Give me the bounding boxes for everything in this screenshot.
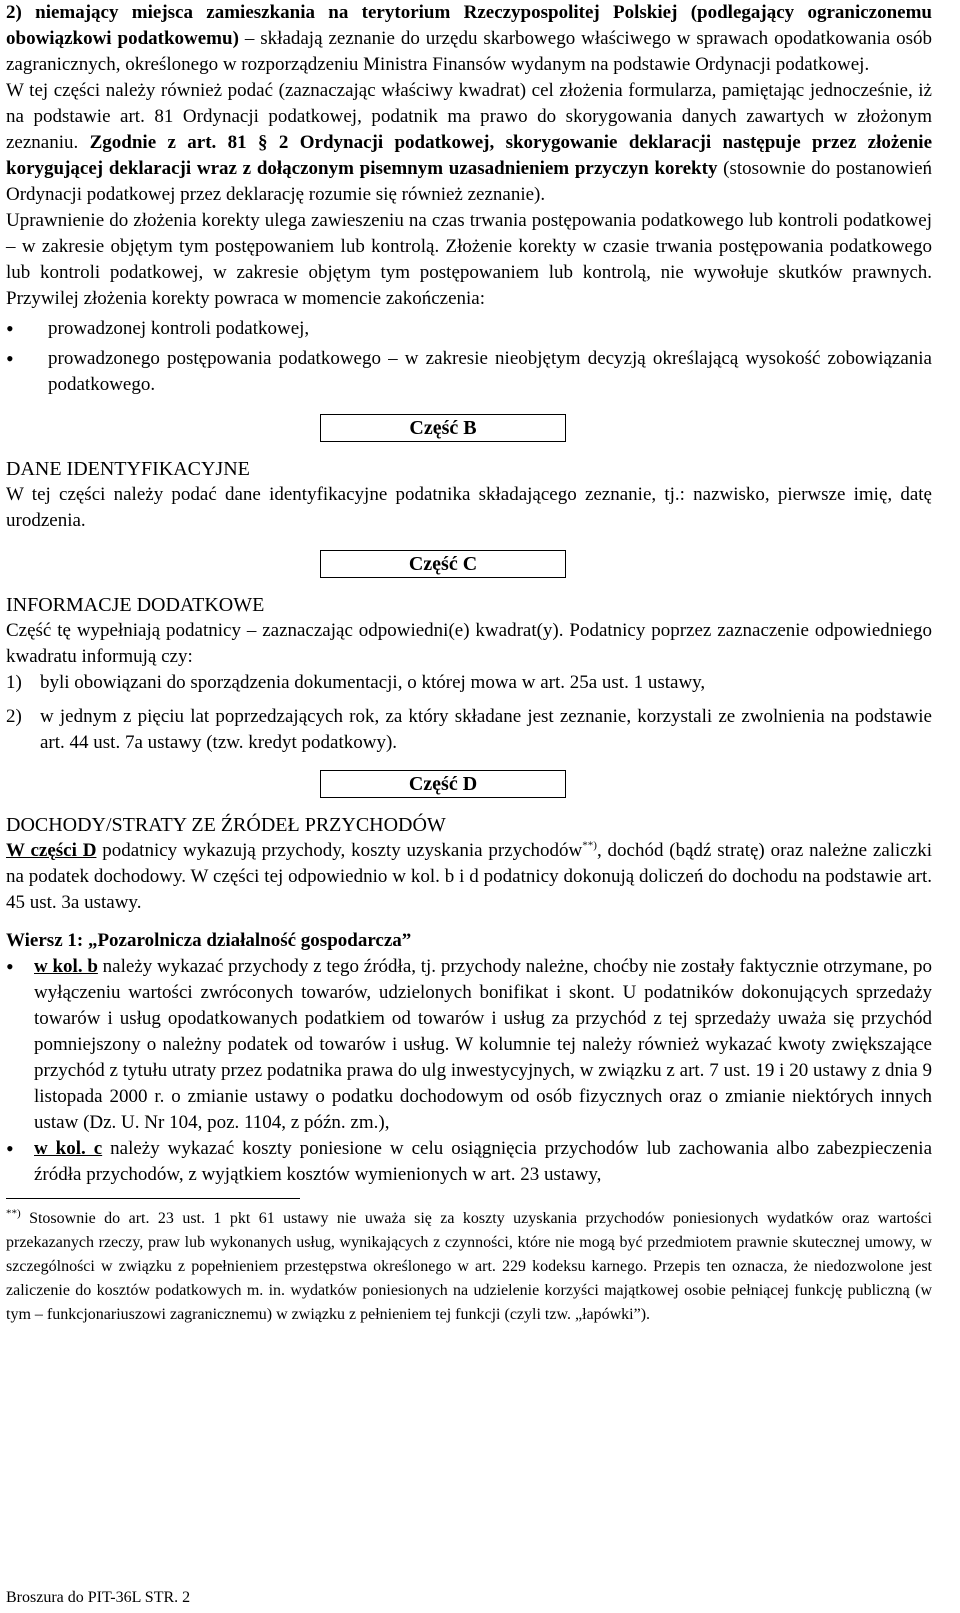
section-d-heading: DOCHODY/STRATY ZE ŹRÓDEŁ PRZYCHODÓW <box>6 814 446 836</box>
kol-b-text: należy wykazać przychody z tego źródła, tj. przychody należne, choćby nie zostały faktycznie otrzymane, po wyłączeniu wartości zwróconych towarów, udzielonych bonifikat i skont. U podatników dokonujących sprzedaży towarów i usług opodatkowanych podatkiem od towarów i usług za przychód z tej sprzedaży uważa się przychód pomniejszony o należny podatek od towarów i usług. W kolumnie tej należy również wykazać kwoty zwiększające przychód z tytułu utraty przez podatnika prawa do ulg inwestycyjnych, w związku z art. 7 ust. 19 i 20 ustawy z dnia 9 listopada 2000 r. o zmianie ustawy o podatku dochodowym od osób fizycznych oraz o zmianie niektórych innych ustaw (Dz. U. Nr 104, poz. 1104, z późn. zm.), <box>34 956 932 1133</box>
kol-c-label: w kol. c <box>34 1138 103 1159</box>
footnote-text: Stosownie do art. 23 ust. 1 pkt 61 ustawy nie uważa się za koszty uzyskania przychodów poniesionych wydatków oraz wartości przekazanych rzeczy, praw lub wykonanych usług, wynikających z czynności, które nie mogą być przedmiotem prawnie skutecznej umowy, w szczególności w związku z popełnieniem przestępstwa określonego w art. 229 kodeksu karnego. Przepis ten oznacza, że niedozwolone jest zaliczenie do kosztów podatkowych m. in. wydatków poniesionych na udzielenie korzyści majątkowej osobie pełniącej funkcję publiczną (w tym – funkcjonariuszowi zagranicznemu) w związku z pełnieniem tej funkcji (czyli tzw. „łapówki”). <box>6 1210 932 1323</box>
footnote-divider <box>6 1198 300 1199</box>
item-text: byli obowiązani do sporządzenia dokumentacji, o której mowa w art. 25a ust. 1 ustawy, <box>40 672 706 693</box>
document-page <box>6 0 932 1327</box>
bullet-item: • prowadzonej kontroli podatkowej, <box>6 316 932 342</box>
kol-b-label: w kol. b <box>34 956 98 977</box>
purpose-bold: Zgodnie z art. 81 § 2 Ordynacji podatkowej, skorygowanie deklaracji następuje przez złożenie korygującej deklaracji wraz z dołączonym pisemnym uzasadnieniem przyczyn korekty <box>6 132 932 179</box>
purpose-text-2: (stosownie do postanowień Ordynacji podatkowej przez deklarację rozumie się również zeznanie). <box>6 158 933 205</box>
section-b-text: W tej części należy podać dane identyfikacyjne podatnika składającego zeznanie, tj.: nazwisko, pierwsze imię, datę urodzenia. <box>6 484 932 531</box>
item-2-paragraph <box>6 0 932 78</box>
section-c-item-2 <box>6 704 932 756</box>
item-2-text: – składają zeznanie do urzędu skarbowego właściwego w sprawach opodatkowania osób zagranicznych, określonego w rozporządzeniu Ministra Finansów wydanym na podstawie Ordynacji podatkowej. <box>6 28 932 75</box>
section-d-lead-text-2: , dochód (bądź stratę) oraz należne zaliczki na podatek dochodowy. W części tej odpowiednio w kol. b i d podatnicy dokonują doliczeń do dochodu na podstawie art. 45 ust. 3a ustawy. <box>6 840 932 913</box>
purpose-text-1: W tej części należy również podać (zaznaczając właściwy kwadrat) cel złożenia formularza, pamiętając jednocześnie, iż na podstawie art. 81 Ordynacji podatkowej, podatnik ma prawo do skorygowania danych zawartych w złożonym zeznaniu. <box>6 80 932 153</box>
correction-paragraph: Uprawnienie do złożenia korekty ulega zawieszeniu na czas trwania postępowania podatkowego lub kontroli podatkowej – w zakresie objętym tym postępowaniem lub kontrolą. Złożenie korekty w czasie trwania postępowania podatkowego lub kontroli podatkowej, w zakresie objętym tym postępowaniem lub kontrolą, nie wywołuje skutków prawnych. Przywilej złożenia korekty powraca w momencie zakończenia: <box>6 210 932 309</box>
kol-c-bullet <box>6 1136 932 1188</box>
bullet-item: • prowadzonego postępowania podatkowego – w zakresie nieobjętym decyzją określającą wysokość zobowiązania podatkowego. <box>6 346 932 398</box>
item-number: 1) <box>6 672 22 693</box>
footnote <box>6 1207 932 1327</box>
section-d-box: Część D <box>320 770 566 798</box>
kol-b-bullet <box>6 954 932 1136</box>
section-b-box: Część B <box>320 414 566 442</box>
section-b-heading: DANE IDENTYFIKACYJNE <box>6 458 250 480</box>
section-c-item-1 <box>6 670 932 696</box>
footnote-mark: **) <box>6 1207 21 1220</box>
purpose-paragraph <box>6 78 932 208</box>
page-footer: Broszura do PIT-36L STR. 2 <box>6 1589 191 1606</box>
item-2-bold: 2) niemający miejsca zamieszkania na terytorium Rzeczypospolitej Polskiej (podlegający ograniczonemu obowiązkowi podatkowemu) <box>6 2 932 49</box>
item-number: 2) <box>6 706 22 727</box>
item-text: w jednym z pięciu lat poprzedzających rok, za który składane jest zeznanie, korzystali ze zwolnienia na podstawie art. 44 ust. 7a ustawy (tzw. kredyt podatkowy). <box>40 706 932 753</box>
section-c-text: Część tę wypełniają podatnicy – zaznaczając odpowiedni(e) kwadrat(y). Podatnicy poprzez zaznaczenie odpowiedniego kwadratu informują czy: <box>6 620 932 667</box>
row-1-heading: Wiersz 1: „Pozarolnicza działalność gospodarcza” <box>6 930 412 951</box>
section-d-lead-text-1: podatnicy wykazują przychody, koszty uzyskania przychodów <box>96 840 583 861</box>
section-d-lead-bold: W części D <box>6 840 97 861</box>
section-c-box: Część C <box>320 550 566 578</box>
footnote-ref: **) <box>582 839 597 852</box>
kol-c-text: należy wykazać koszty poniesione w celu osiągnięcia przychodów lub zachowania albo zabezpieczenia źródła przychodów, z wyjątkiem kosztów wymienionych w art. 23 ustawy, <box>34 1138 933 1185</box>
section-d-lead <box>6 838 932 916</box>
section-c-heading: INFORMACJE DODATKOWE <box>6 594 265 616</box>
